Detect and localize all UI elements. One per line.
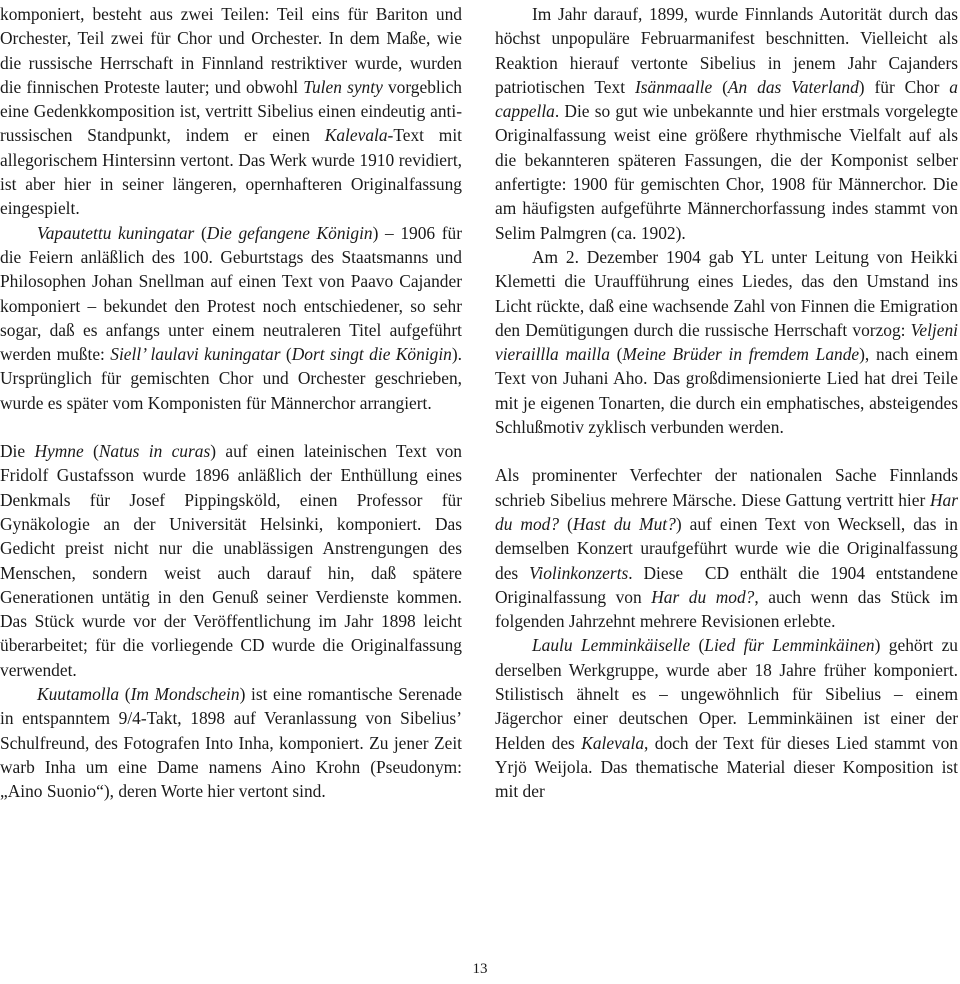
paragraph: Im Jahr darauf, 1899, wurde Finnlands Autorität durch das höchst unpopuläre Februarmanifest beschnitten. Vielleicht als Reaktion hierauf vertonte Sibelius in jenem Jahr Cajanders patriotischen Text Isänmaalle (An das Vaterland) für Chor a cappella. Die so gut wie unbekannte und hier erstmals vorgelegte Originalfassung weist eine größere rhythmische Vielfalt auf als die bekannteren späteren Fassungen, die der Komponist selber anfertigte: 1900 für gemischten Chor, 1908 für Männerchor. Die am häufigsten aufgeführte Männerchorfassung indes stammt von Selim Palmgren (ca. 1902).	[495, 4, 958, 243]
paragraph: Vapautettu kuningatar (Die gefangene Königin) – 1906 für die Feiern anläßlich des 100. Geburtstags des Staatsmanns und Philosophen Johan Snellman auf einen Text von Paavo Cajander komponiert – bekundet den Protest noch entschiedener, so sehr sogar, daß es anfangs unter einem neutraleren Titel aufgeführt werden mußte: Siell’ laulavi kuningatar (Dort singt die Königin). Ursprünglich für gemischten Chor und Orchester geschrieben, wurde es später vom Komponisten für Männerchor arrangiert.	[0, 222, 463, 413]
paragraph: Die Hymne (Natus in curas) auf einen lateinischen Text von Fridolf Gustafsson wurde 1896 anläßlich der Enthüllung eines Denkmals für Josef Pippingsköld, einen Professor für Gynäkologie an der Universität Helsinki, komponiert. Das Gedicht preist nicht nur die unablässigen Anstrengungen des Menschen, sondern weist auch darauf hin, daß spätere Generationen untätig in den Genuß seiner Verdienste kommen. Das Stück wurde vor der Veröffentlichung im Jahr 1898 leicht überarbeitet; für die vorliegende CD wurde die Originalfassung verwendet.	[0, 441, 462, 680]
paragraph: komponiert, besteht aus zwei Teilen: Teil eins für Bariton und Orchester, Teil zwei für Chor und Orchester. In dem Maße, wie die russische Herrschaft in Finnland restriktiver wurde, wurden die finnischen Proteste lauter; und obwohl Tulen synty vorgeblich eine Gedenkkomposition ist, vertritt Sibelius einen eindeutig anti-russischen Standpunkt, indem er einen Kalevala-Text mit allegorischem Hintersinn vertont. Das Werk wurde 1910 revidiert, ist aber hier in seiner längeren, opernhafteren Originalfassung eingespielt.	[0, 4, 462, 219]
right-column	[495, 2, 958, 804]
page-number: 13	[472, 961, 488, 977]
left-column	[0, 2, 462, 804]
paragraph: Als prominenter Verfechter der nationalen Sache Finnlands schrieb Sibelius mehrere Märsche. Diese Gattung vertritt hier Har du mod? (Hast du Mut?) auf einen Text von Wecksell, das in demselben Konzert uraufgeführt wurde wie die Originalfassung des Violinkonzerts. Diese CD enthält die 1904 entstandene Originalfassung von Har du mod?, auch wenn das Stück im folgenden Jahrzehnt mehrere Revisionen erlebte.	[495, 465, 959, 632]
paragraph: Laulu Lemminkäiselle (Lied für Lemminkäinen) gehört zu derselben Werkgruppe, wurde aber 18 Jahre früher komponiert. Stilistisch ähnelt es – ungewöhnlich für Sibelius – einem Jägerchor einer deutschen Oper. Lemminkäinen ist einer der Helden des Kalevala, doch der Text für dieses Lied stammt von Yrjö Weijola. Das thematische Material dieser Komposition ist mit der	[495, 635, 958, 802]
paragraph: Kuutamolla (Im Mondschein) ist eine romantische Serenade in entspanntem 9/4-Takt, 1898 auf Veranlassung von Sibelius’ Schulfreund, des Fotografen Into Inha, komponiert. Zu jener Zeit warb Inha um eine Dame namens Aino Krohn (Pseudonym: „Aino Suonio“), deren Worte hier vertont sind.	[0, 684, 462, 802]
paragraph: Am 2. Dezember 1904 gab YL unter Leitung von Heikki Klemetti die Uraufführung eines Liedes, das den Umstand ins Licht rückte, daß eine wachsende Zahl von Finnen die Emigration den Demütigungen durch die russische Herrschaft vorzog: Veljeni vieraillla mailla (Meine Brüder in fremdem Lande), nach einem Text von Juhani Aho. Das großdimensionierte Lied hat drei Teile mit je eigenen Tonarten, die durch ein emphatisches, absteigendes Schlußmotiv zyklisch verbunden werden.	[495, 246, 959, 438]
